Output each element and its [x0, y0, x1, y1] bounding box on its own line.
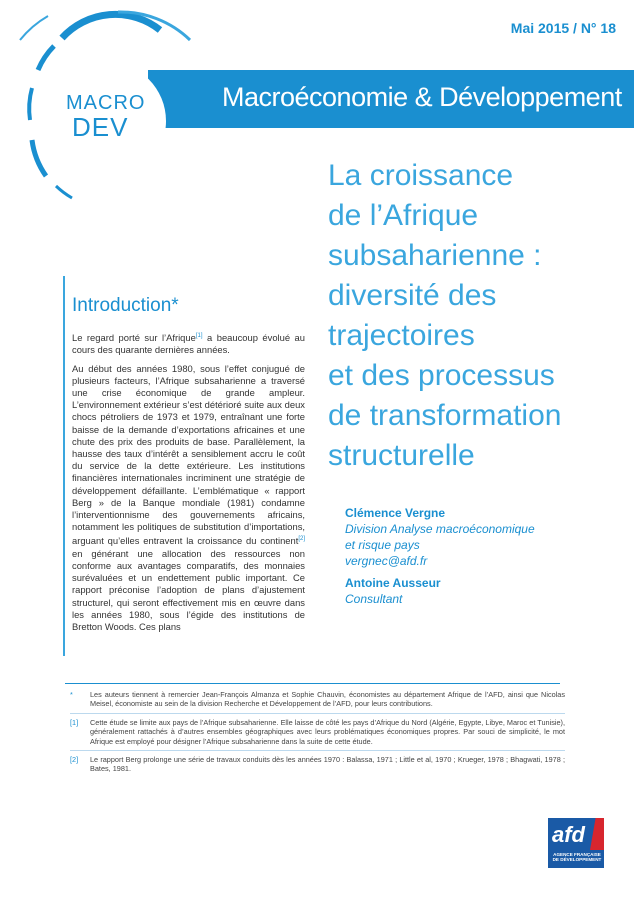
title-line: La croissance [328, 159, 514, 192]
logo-text-dev: DEV [72, 112, 129, 142]
document-title [328, 156, 598, 476]
footnote [70, 755, 565, 774]
title-line: structurelle [328, 439, 475, 472]
title-line: diversité des [328, 279, 497, 312]
author-name: Antoine Ausseur [345, 576, 441, 590]
footnote-separator [70, 750, 565, 751]
intro-text-run: Au début des années 1980, sous l’effet conjugué de plusieurs facteurs, l’Afrique subsaharienne a traversé une crise économique de grande ampleur. L’environnement extérieur s’est détérioré suite aux deux chocs pétroliers de 1973 et 1979, entraînant une forte baisse de la demande d’exportations africaines et une chute des prix des produits de base. Parallèlement, la hausse des taux d’intérêt a sensiblement accru le coût du service de la dette extérieure. Les institutions financières internationales incriminent une stratégie de développement défaillante. L’emblématique « rapport Berg » de la Banque mondiale (1981) condamne l’interventionnisme des gouvernements africains, notamment les politiques de substitution d’importations, arguant qu’elles entravent la croissance du continent [72, 362, 305, 547]
title-line: de transformation [328, 399, 562, 432]
footnotes-divider [65, 683, 560, 684]
footnote-text: Les auteurs tiennent à remercier Jean-François Almanza et Sophie Chauvin, économistes au département Afrique de l’AFD, ainsi que Nicolas Meisel, économiste au sein de la division Recherche et Développement de l’AFD, pour leurs contributions. [90, 690, 565, 709]
footnote-text: Le rapport Berg prolonge une série de travaux conduits dès les années 1970 : Balassa, 1971 ; Little et al, 1970 ; Krueger, 1978 ; Bhagwati, 1978 ; Bates, 1981. [90, 755, 565, 774]
footnote [70, 718, 565, 746]
author-role: Consultant [345, 592, 403, 606]
author-name: Clémence Vergne [345, 506, 446, 520]
footnotes [70, 690, 565, 778]
author-role: et risque pays [345, 538, 420, 552]
logo-text-macro: MACRO [66, 92, 146, 114]
footnote-text: Cette étude se limite aux pays de l’Afrique subsaharienne. Elle laisse de côté les pays d’Afrique du Nord (Algérie, Egypte, Libye, Maroc et Tunisie), généralement rattachés à d’autres ensembles géographiques avec leurs problématiques économiques propres. Par souci de simplicité, le mot Afrique est employé pour désigner l’Afrique subsaharienne dans la suite de cette étude. [90, 717, 565, 746]
intro-text-run: a beaucoup évolué au cours des quarante dernières années. [72, 332, 305, 356]
title-line: et des processus [328, 359, 555, 392]
intro-paragraph [72, 330, 305, 357]
title-line: de l’Afrique [328, 199, 479, 232]
footnote-mark: [1] [70, 717, 79, 727]
authors-block [345, 505, 595, 607]
author-role: Division Analyse macroéconomique [345, 522, 535, 536]
footnote-mark: * [70, 690, 73, 699]
afd-caption-line: DE DÉVELOPPEMENT [552, 857, 602, 863]
issue-number: Mai 2015 / N° 18 [510, 20, 616, 36]
footnote-ref[interactable]: [1] [195, 333, 203, 339]
intro-heading: Introduction* [72, 295, 179, 316]
afd-logo-letters: afd [552, 822, 585, 847]
title-line: trajectoires [328, 319, 475, 352]
intro-body [72, 330, 305, 639]
afd-logo-caption [550, 852, 604, 863]
afd-caption-line: AGENCE FRANÇAISE [553, 852, 601, 857]
series-title: Macroéconomie & Développement [222, 82, 622, 112]
intro-paragraph [72, 363, 305, 634]
intro-text-run: Le regard porté sur l’Afrique [72, 332, 196, 344]
footnote-separator [70, 713, 565, 714]
intro-text-run: en générant une allocation des ressources non conforme aux avantages comparatifs, des monnaies surévaluées et un endettement public important. Ce rapport préconise l’adoption de plans d’ajustement structurel, qui seront effectivement mis en œuvre dans les années 1980, sous l’égide des institutions de Bretton Woods. Ces plans [72, 547, 305, 632]
footnote [70, 690, 565, 709]
column-border [63, 276, 65, 656]
footnote-mark: [2] [70, 755, 79, 765]
title-line: subsaharienne : [328, 239, 542, 272]
author-email-link[interactable]: vergnec@afd.fr [345, 554, 428, 568]
footnote-ref[interactable]: [2] [298, 536, 305, 543]
